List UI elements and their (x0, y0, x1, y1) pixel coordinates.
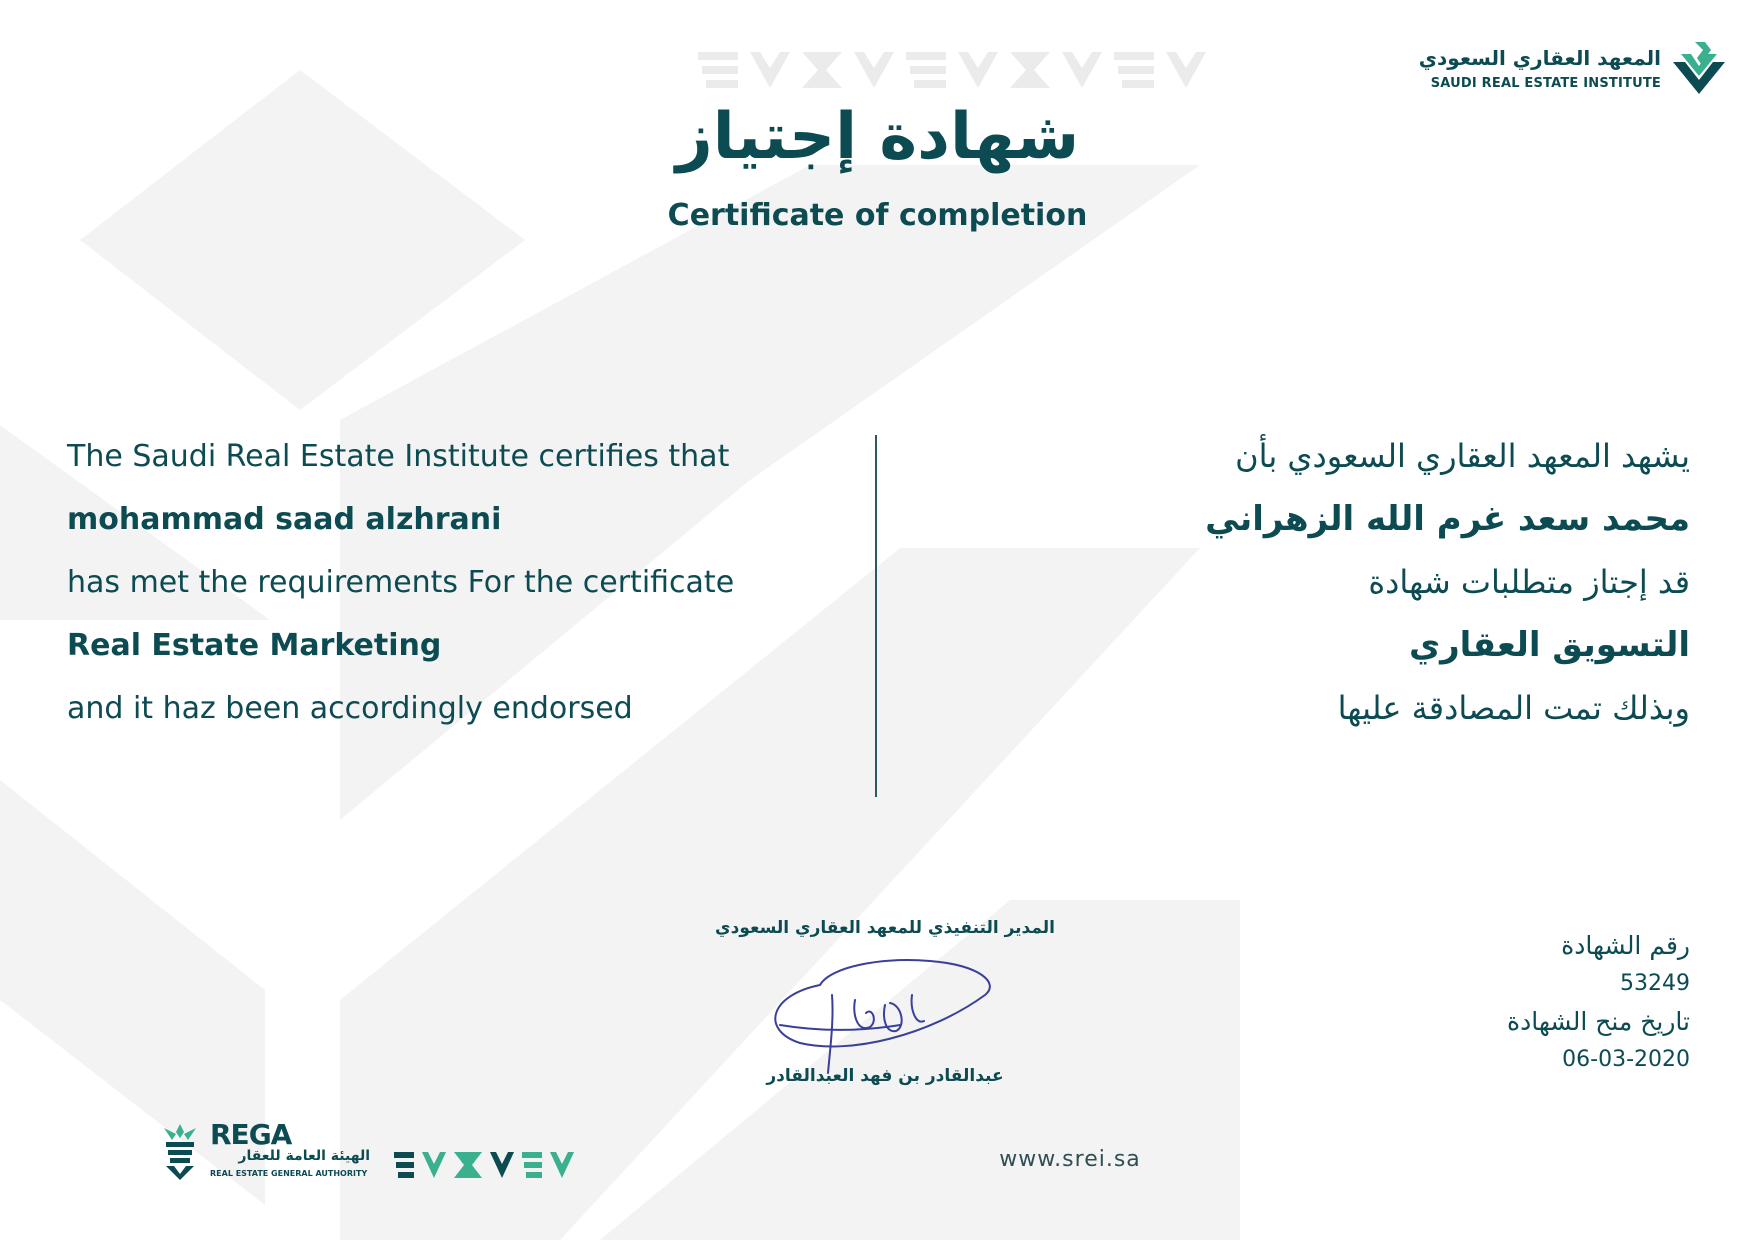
recipient-name-arabic: محمد سعد غرم الله الزهراني (1205, 499, 1690, 539)
issue-date: 06-03-2020 (1562, 1047, 1690, 1072)
signatory-name: عبدالقادر بن فهد العبدالقادر (766, 1066, 1004, 1086)
institute-logo (1417, 40, 1727, 100)
arabic-intro-line: يشهد المعهد العقاري السعودي بأن (1235, 437, 1690, 475)
certificate-details (1270, 925, 1690, 1077)
course-name-arabic: التسويق العقاري (1408, 625, 1690, 665)
decorative-pattern-top (698, 48, 1238, 96)
english-requirements-line: has met the requirements For the certificate (67, 565, 735, 600)
decorative-pattern-bottom (394, 1148, 590, 1184)
arabic-requirements-line: قد إجتاز متطلبات شهادة (1368, 563, 1690, 601)
recipient-name-english: mohammad saad alzhrani (67, 502, 502, 537)
english-statement (67, 425, 827, 740)
rega-logo (158, 1118, 373, 1182)
center-divider (875, 435, 877, 797)
rega-arabic-text: الهيئة العامة للعقار (238, 1148, 370, 1164)
certificate-title-english: Certificate of completion (667, 198, 1088, 233)
issue-date-label: تاريخ منح الشهادة (1507, 1007, 1690, 1036)
certificate-number-label: رقم الشهادة (1561, 931, 1690, 960)
english-intro-line: The Saudi Real Estate Institute certifies that (67, 439, 730, 474)
rega-emblem-icon (158, 1122, 202, 1180)
english-endorsed-line: and it haz been accordingly endorsed (67, 691, 633, 726)
website-url: www.srei.sa (999, 1147, 1141, 1172)
handwritten-signature (760, 955, 1000, 1075)
srei-chevron-logo-icon (1671, 42, 1727, 94)
rega-english-text: REAL ESTATE GENERAL AUTHORITY (210, 1169, 368, 1178)
logo-english-text: SAUDI REAL ESTATE INSTITUTE (1430, 76, 1661, 91)
arabic-endorsed-line: وبذلك تمت المصادقة عليها (1337, 689, 1690, 727)
certificate-number: 53249 (1620, 971, 1690, 996)
course-name-english: Real Estate Marketing (67, 628, 442, 663)
rega-name-text: REGA (210, 1118, 292, 1151)
signatory-title: المدير التنفيذي للمعهد العقاري السعودي (715, 918, 1055, 938)
arabic-statement (930, 425, 1690, 740)
certificate-title-arabic: شهادة إجتياز (675, 100, 1080, 174)
logo-arabic-text: المعهد العقاري السعودي (1418, 46, 1661, 70)
